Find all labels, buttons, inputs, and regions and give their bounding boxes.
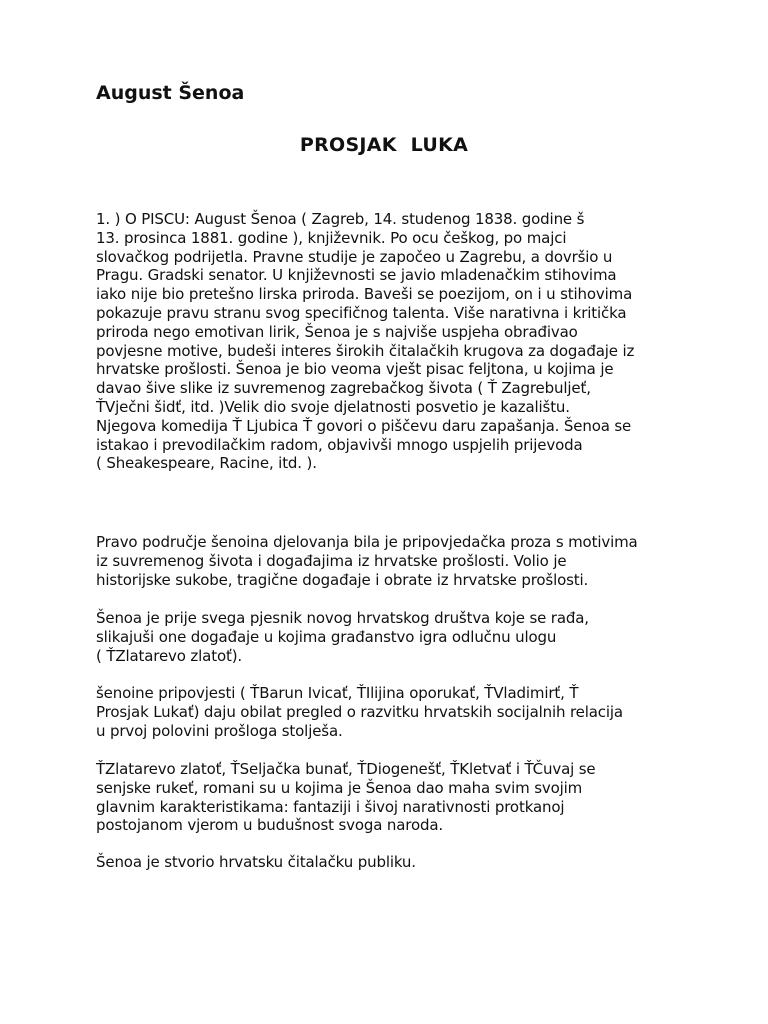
text-line: iz suvremenog šivota i događajima iz hrvatske prošlosti. Volio je xyxy=(96,551,567,570)
text-line: povjesne motive, budeši interes širokih čitalačkih krugova za događaje iz xyxy=(96,341,635,360)
author-name: August Šenoa xyxy=(96,82,245,104)
text-line: Šenoa je prije svega pjesnik novog hrvatskog društva koje se rađa, xyxy=(96,609,589,627)
text-line: ( Sheakespeare, Racine, itd. ). xyxy=(96,454,317,473)
text-line: historijske sukobe, tragične događaje i obrate iz hrvatske prošlosti. xyxy=(96,570,589,589)
text-line: slovačkog podrijetla. Pravne studije je započeo u Zagrebu, a dovršio u xyxy=(96,247,613,266)
paragraph-prose-domain xyxy=(96,533,686,589)
paragraph-novels xyxy=(96,760,686,835)
text-line: 13. prosinca 1881. godine ), književnik. Po ocu češkog, po majci xyxy=(96,228,567,247)
paragraph-poet-of-society xyxy=(96,609,686,665)
text-line: Šenoa je stvorio hrvatsku čitalačku publiku. xyxy=(96,853,416,871)
text-line: Pragu. Gradski senator. U književnosti se javio mladenačkim stihovima xyxy=(96,266,617,285)
text-line: pokazuje pravu stranu svog specifičnog talenta. Više narativna i kritička xyxy=(96,303,627,322)
text-line: Njegova komedija Ť Ljubica Ť govori o piščevu daru zapašanja. Šenoa se xyxy=(96,416,632,435)
document-title: PROSJAK LUKA xyxy=(299,134,469,156)
paragraph-short-stories xyxy=(96,684,686,740)
text-line: Pravo područje šenoina djelovanja bila je pripovjedačka proza s motivima xyxy=(96,533,638,551)
text-line: istakao i prevodilačkim radom, objavivši mnogo uspjelih prijevoda xyxy=(96,435,583,454)
text-line: Prosjak Lukať) daju obilat pregled o razvitku hrvatskih socijalnih relacija xyxy=(96,702,623,721)
text-line: postojanom vjerom u budušnost svoga naroda. xyxy=(96,816,444,835)
text-line: glavnim karakteristikama: fantaziji i šivoj narativnosti protkanoj xyxy=(96,797,565,816)
text-line: priroda nego emotivan lirik, Šenoa je s najviše uspjeha obrađivao xyxy=(96,322,578,341)
text-line: šenoine pripovjesti ( ŤBarun Ivicať, ŤIlijina oporukať, ŤVladimirť, Ť xyxy=(96,684,579,702)
text-line: iako nije bio pretešno lirska priroda. Baveši se poezijom, on i u stihovima xyxy=(96,285,633,304)
text-line: hrvatske prošlosti. Šenoa je bio veoma vješt pisac feljtona, u kojima je xyxy=(96,360,614,379)
text-line: ŤVječni šidť, itd. )Velik dio svoje djelatnosti posvetio je kazalištu. xyxy=(96,397,570,416)
text-line: ( ŤZlatarevo zlatoť). xyxy=(96,646,243,665)
text-line: u prvoj polovini prošloga stolješa. xyxy=(96,721,343,740)
paragraph-about-author xyxy=(96,210,686,473)
text-line: slikajuši one događaje u kojima građanstvo igra odlučnu ulogu xyxy=(96,627,557,646)
text-line: davao šive slike iz suvremenog zagrebačkog šivota ( Ť Zagrebuljeť, xyxy=(96,379,591,398)
text-line: senjske rukeť, romani su u kojima je Šenoa dao maha svim svojim xyxy=(96,778,583,797)
text-line: ŤZlatarevo zlatoť, ŤSeljačka bunať, ŤDiogenešť, ŤKletvať i ŤČuvaj se xyxy=(96,760,596,778)
paragraph-readership xyxy=(96,853,686,872)
text-line: 1. ) O PISCU: August Šenoa ( Zagreb, 14. studenog 1838. godine š xyxy=(96,210,585,228)
